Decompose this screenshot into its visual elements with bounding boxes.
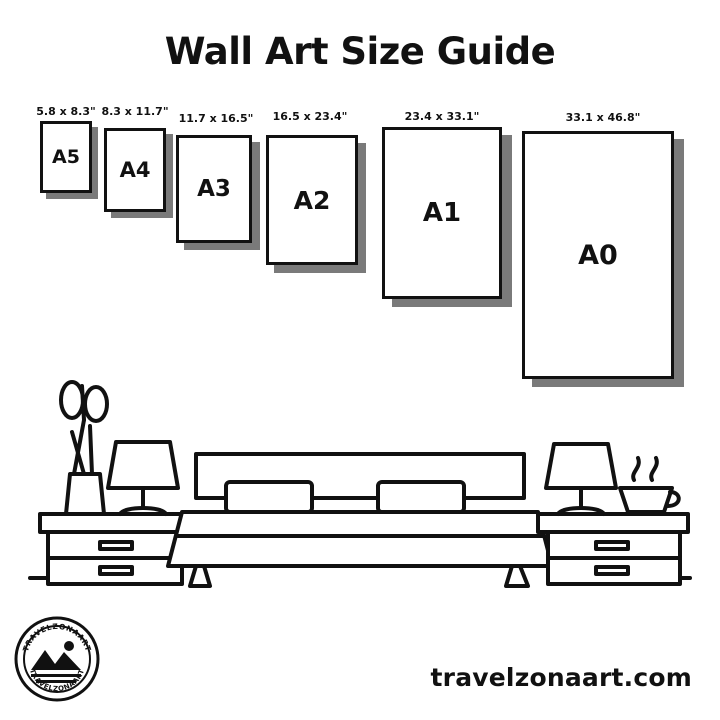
frame-box[interactable] — [40, 121, 92, 193]
frame-box[interactable] — [176, 135, 252, 243]
brand-logo[interactable] — [14, 616, 100, 702]
frame-dimension-label: 11.7 x 16.5" — [178, 112, 254, 125]
bedroom-illustration — [0, 370, 720, 610]
frame-label: A2 — [293, 185, 331, 215]
frame-box[interactable] — [104, 128, 166, 212]
frame-dimension-label: 16.5 x 23.4" — [272, 110, 348, 123]
frame-label: A1 — [422, 198, 462, 228]
frame-label: A0 — [578, 239, 618, 271]
frame-dimension-label: 23.4 x 33.1" — [404, 110, 480, 123]
frame-size-row — [0, 105, 720, 395]
frame-dimension-label: 5.8 x 8.3" — [36, 105, 96, 118]
page-title: Wall Art Size Guide — [164, 30, 556, 73]
frame-label: A4 — [119, 157, 151, 182]
frame-box[interactable] — [522, 131, 674, 379]
logo-text-bottom: TRAVELZONAART — [27, 667, 87, 694]
frame-box[interactable] — [382, 127, 502, 299]
logo-text-top: TRAVELZONAART — [21, 621, 93, 653]
website-url[interactable]: travelzonaart.com — [430, 663, 692, 692]
frame-label: A3 — [197, 175, 231, 202]
frame-dimension-label: 33.1 x 46.8" — [565, 111, 641, 124]
frame-box[interactable] — [266, 135, 358, 265]
frame-label: A5 — [52, 145, 80, 168]
frame-dimension-label: 8.3 x 11.7" — [101, 105, 169, 118]
